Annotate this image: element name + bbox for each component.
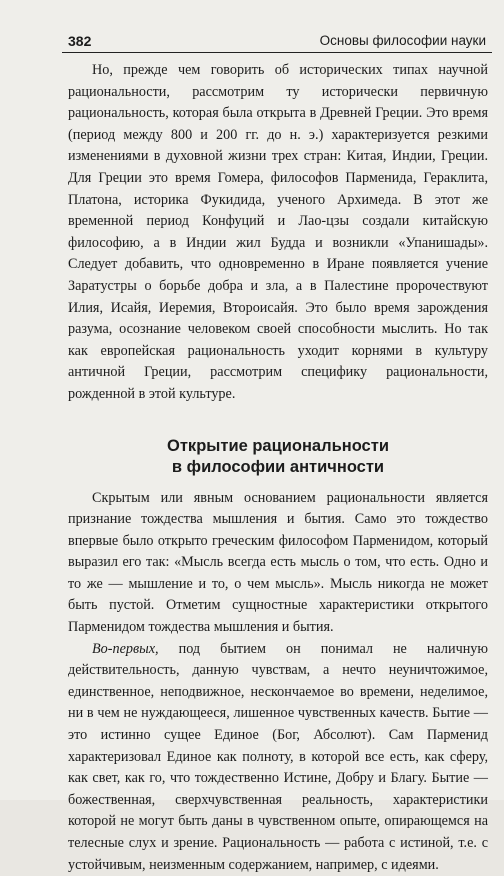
page-body — [68, 60, 488, 876]
paragraph-firstly-text: под бытием он понимал не наличную действительность, данную чувствам, а нечто неуничтожимое, единственное, неподвижное, нескончаемое во времени, неделимое, ни в чем не нуждающееся, лишенное чувственных качеств. Бытие — это истинно сущее Единое (Бог, Абсолют). Сам Парменид характеризовал Единое как полноту, в которой все есть, как сферу, как свет, как го, что тождественно Истине, Добру и Благу. Бытие — божественная, сверхчувственная реальность, характеристики которой не могут быть даны в чувственном опыте, опирающемся на телесные слух и зрение. Рациональность — работа с истиной, т.е. с устойчивым, неизменным содержанием, например, с идеями. — [68, 640, 488, 873]
page-number: 382 — [68, 33, 92, 49]
paragraph-parmenides: Скрытым или явным основанием рациональности является признание тождества мышления и бытия. Само это тождество впервые было открыто греческим философом Парменидом, который выразил его так: «Мысль всегда есть мысль о том, что есть. Одно и то же — мышление и то, о чем мысль». Мысль никогда не может быть пустой. Отметим сущностные характеристики открытого Парменидом тождества мышления и бытия. — [68, 489, 488, 636]
section-title-line-2: в философии античности — [171, 457, 385, 476]
section-title — [68, 436, 488, 478]
lead-word-firstly: Во-первых, — [92, 640, 159, 657]
paragraph-intro: Но, прежде чем говорить об исторических типах научной рациональности, рассмотрим ту исторически первичную рациональность, которая была открыта в Древней Греции. Это время (период между 800 и 200 гг. до н. э.) характеризуется резкими изменениями в духовной жизни трех стран: Китая, Индии, Греции. Для Греции это время Гомера, философов Парменида, Гераклита, Платона, историка Фукидида, ученого Архимеда. В этот же временной период Конфуций и Лао-цзы создали китайскую философию, а в Индии жил Будда и возникли «Упанишады». Следует добавить, что одновременно в Иране появляется учение Заратустры о борьбе добра и зла, а в Палестине пророчествуют Илия, Исайя, Иеремия, Второисайя. Это было время зарождения разума, осознание человеком своей способности мыслить. Но так как европейская рациональность уходит корнями в культуру античной Греции, рассмотрим специфику рациональности, рожденной в этой культуре. — [68, 62, 488, 402]
section-title-line-1: Открытие рациональности — [167, 436, 389, 455]
running-title: Основы философии науки — [319, 33, 486, 48]
paragraph-firstly — [68, 639, 488, 876]
page-header — [62, 28, 492, 53]
